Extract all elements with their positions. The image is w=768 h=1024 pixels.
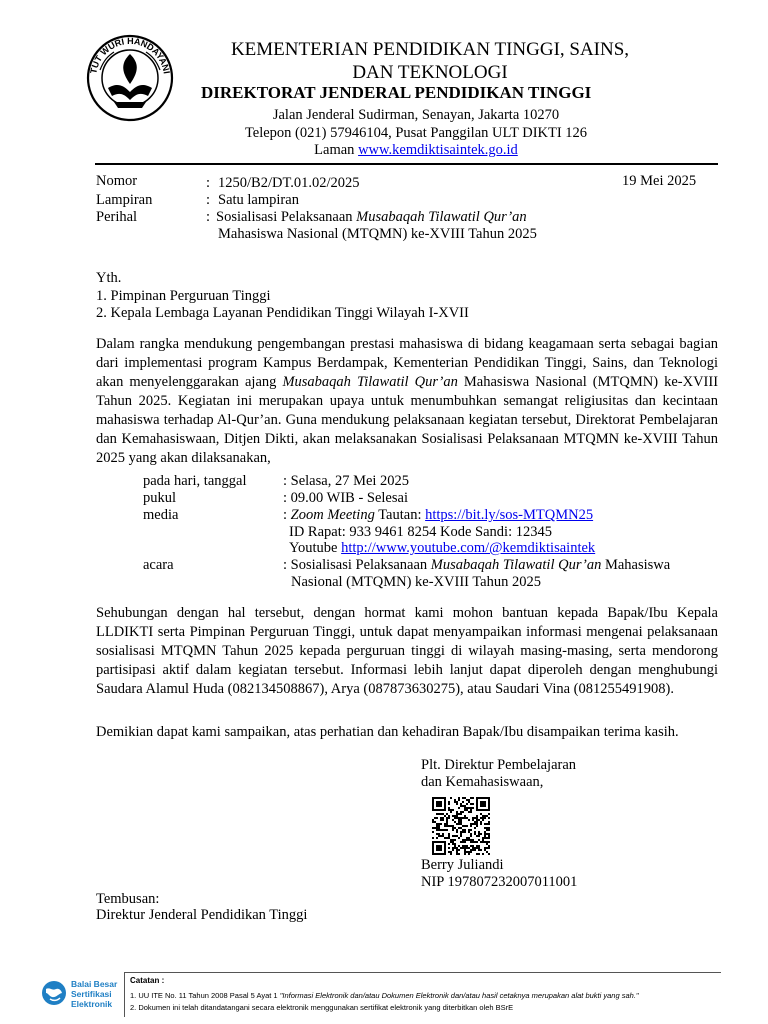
body-paragraph-2: Sehubungan dengan hal tersebut, dengan hormat kami mohon bantuan kepada Bapak/Ibu Kepala LLDIKTI serta Pimpinan Perguruan Tinggi, untuk dapat menyampaikan informasi mengenai pelaksanaan sosialisasi MTQMN Tahun 2025 kepada perguruan tinggi di wilayah masing-masing, serta mendorong partisipasi aktif dalam kegiatan tersebut. Informasi lebih lanjut dapat diperoleh dengan menghubungi Saudara Alamul Huda (082134508867), Arya (087873630275), atau Saudari Vina (081255491908).: [96, 605, 718, 697]
perihal-value-line2: Mahasiswa Nasional (MTQMN) ke-XVIII Tahun 2025: [218, 226, 537, 242]
svg-text:TUT WURI HANDAYANI: TUT WURI HANDAYANI: [88, 35, 172, 75]
phone: Telepon (021) 57946104, Pusat Panggilan ULT DIKTI 126: [244, 125, 588, 141]
footer-note-1: 1. UU ITE No. 11 Tahun 2008 Pasal 5 Ayat 1 "Informasi Elektronik dan/atau Dokumen Elektronik dan/atau hasil cetaknya merupakan alat bukti yang sah.": [130, 991, 639, 1000]
signer-name: Berry Juliandi: [421, 857, 504, 873]
time-label: pukul: [143, 490, 177, 506]
nomor-label: Nomor: [96, 173, 138, 189]
ministry-name-line1: KEMENTERIAN PENDIDIKAN TINGGI, SAINS,: [230, 39, 630, 60]
qr-code: [432, 797, 490, 855]
website-label: Laman: [314, 142, 355, 158]
directorate-name: DIREKTORAT JENDERAL PENDIDIKAN TINGGI: [201, 83, 592, 102]
lampiran-label: Lampiran: [96, 192, 153, 208]
youtube-link[interactable]: http://www.youtube.com/@kemdiktisaintek: [341, 540, 596, 556]
acara-value-line2: Nasional (MTQMN) ke-XVIII Tahun 2025: [291, 574, 541, 590]
zoom-link[interactable]: https://bit.ly/sos-MTQMN25: [425, 507, 594, 523]
bsre-name: Balai Besar Sertifikasi Elektronik: [71, 979, 118, 1009]
acara-value-line1: : Sosialisasi Pelaksanaan Musabaqah Tilawatil Qur’an Mahasiswa: [283, 557, 671, 573]
day-label: pada hari, tanggal: [143, 473, 247, 489]
nomor-value: 1250/B2/DT.01.02/2025: [218, 175, 360, 191]
media-label: media: [143, 507, 179, 523]
acara-label: acara: [143, 557, 174, 573]
ministry-name-line2: DAN TEKNOLOGI: [352, 62, 508, 83]
signer-title-line1: Plt. Direktur Pembelajaran: [421, 757, 577, 773]
catatan-label: Catatan :: [130, 976, 165, 985]
meeting-id: ID Rapat: 933 9461 8254 Kode Sandi: 12345: [289, 524, 552, 540]
lampiran-value: Satu lampiran: [218, 192, 299, 208]
cc-recipient: Direktur Jenderal Pendidikan Tinggi: [96, 907, 308, 923]
media-zoom-line: : Zoom Meeting Tautan: https://bit.ly/sos-MTQMN25: [283, 507, 594, 523]
recipient-item: 1. Pimpinan Perguruan Tinggi: [96, 288, 271, 304]
perihal-italic: Musabaqah Tilawatil Qur’an: [356, 209, 527, 225]
perihal-colon: :: [206, 209, 211, 225]
header-divider: [95, 163, 718, 165]
body-paragraph-3: Demikian dapat kami sampaikan, atas perhatian dan kehadiran Bapak/Ibu disampaikan terima kasih.: [96, 724, 679, 740]
footer-note-2: 2. Dokumen ini telah ditandatangani secara elektronik menggunakan sertifikat elektronik yang diterbitkan oleh BSrE: [130, 1003, 514, 1012]
signer-title-line2: dan Kemahasiswaan,: [421, 774, 544, 790]
bsre-logo: [40, 979, 68, 1007]
recipient-item: 2. Kepala Lembaga Layanan Pendidikan Tinggi Wilayah I-XVII: [96, 305, 469, 321]
signer-nip: NIP 197807232007011001: [421, 874, 578, 890]
day-value: : Selasa, 27 Mei 2025: [283, 473, 410, 489]
qr-code-graphic: [432, 797, 490, 855]
nomor-colon: :: [206, 175, 211, 191]
cc-label: Tembusan:: [96, 891, 160, 907]
perihal-prefix: Sosialisasi Pelaksanaan: [216, 209, 353, 225]
website-link[interactable]: www.kemdiktisaintek.go.id: [358, 142, 518, 158]
salutation: Yth.: [96, 270, 122, 286]
bsre-globe-icon: [40, 979, 68, 1007]
zoom-meeting-label: Zoom Meeting: [290, 507, 375, 523]
youtube-line: Youtube http://www.youtube.com/@kemdiktisaintek: [289, 540, 596, 556]
lampiran-colon: :: [206, 192, 211, 208]
address: Jalan Jenderal Sudirman, Senayan, Jakarta 10270: [272, 107, 560, 123]
website-line: [186, 141, 646, 160]
letter-date: 19 Mei 2025: [622, 173, 697, 189]
body-paragraph-1: Dalam rangka mendukung pengembangan prestasi mahasiswa di bidang keagamaan serta sebagai bagian dari implementasi program Kampus Berdampak, Kementerian Pendidikan Tinggi, Sains, dan Teknologi akan menyelenggarakan ajang Musabaqah Tilawatil Qur’an Mahasiswa Nasional (MTQMN) ke-XVIII Tahun 2025. Kegiatan ini merupakan upaya untuk menumbuhkan semangat religiusitas dan kecintaan mahasiswa terhadap Al-Qur’an. Guna mendukung pelaksanaan kegiatan tersebut, Direktorat Pembelajaran dan Kemahasiswaan, Ditjen Dikti, akan melaksanakan Sosialisasi Pelaksanaan MTQMN ke-XVIII Tahun 2025 yang akan dilaksanakan,: [96, 336, 719, 466]
time-value: : 09.00 WIB - Selesai: [283, 490, 408, 506]
perihal-label: Perihal: [96, 209, 138, 225]
